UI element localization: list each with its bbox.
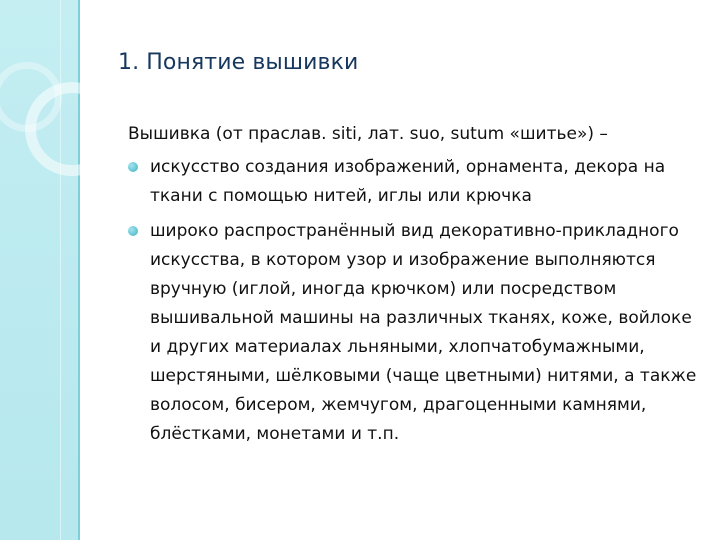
slide-title: 1. Понятие вышивки xyxy=(118,50,359,75)
bullet-list xyxy=(128,153,703,449)
bullet-item xyxy=(128,153,703,211)
bullet-dot-icon xyxy=(128,226,138,236)
bullet-text: искусство создания изображений, орнамента, декора на ткани с помощью нитей, иглы или крючка xyxy=(150,157,666,206)
side-panel-edge xyxy=(78,0,80,540)
slide-body xyxy=(128,120,703,455)
decorative-ring-small xyxy=(0,62,62,132)
side-panel-stripe xyxy=(60,0,61,540)
decorative-side-panel xyxy=(0,0,80,540)
intro-text: Вышивка (от праслав. siti, лат. suo, sutum «шитье») – xyxy=(128,124,608,144)
bullet-item xyxy=(128,217,703,449)
bullet-dot-icon xyxy=(128,162,138,172)
bullet-text: широко распространённый вид декоративно-прикладного искусства, в котором узор и изображение выполняются вручную (иглой, иногда крючком) или посредством вышивальной машины на различных тканях, коже, войлоке и других материалах льняными, хлопчатобумажными, шерстяными, шёлковыми (чаще цветными) нитями, а также волосом, бисером, жемчугом, драгоценными камнями, блёстками, монетами и т.п. xyxy=(150,221,697,444)
